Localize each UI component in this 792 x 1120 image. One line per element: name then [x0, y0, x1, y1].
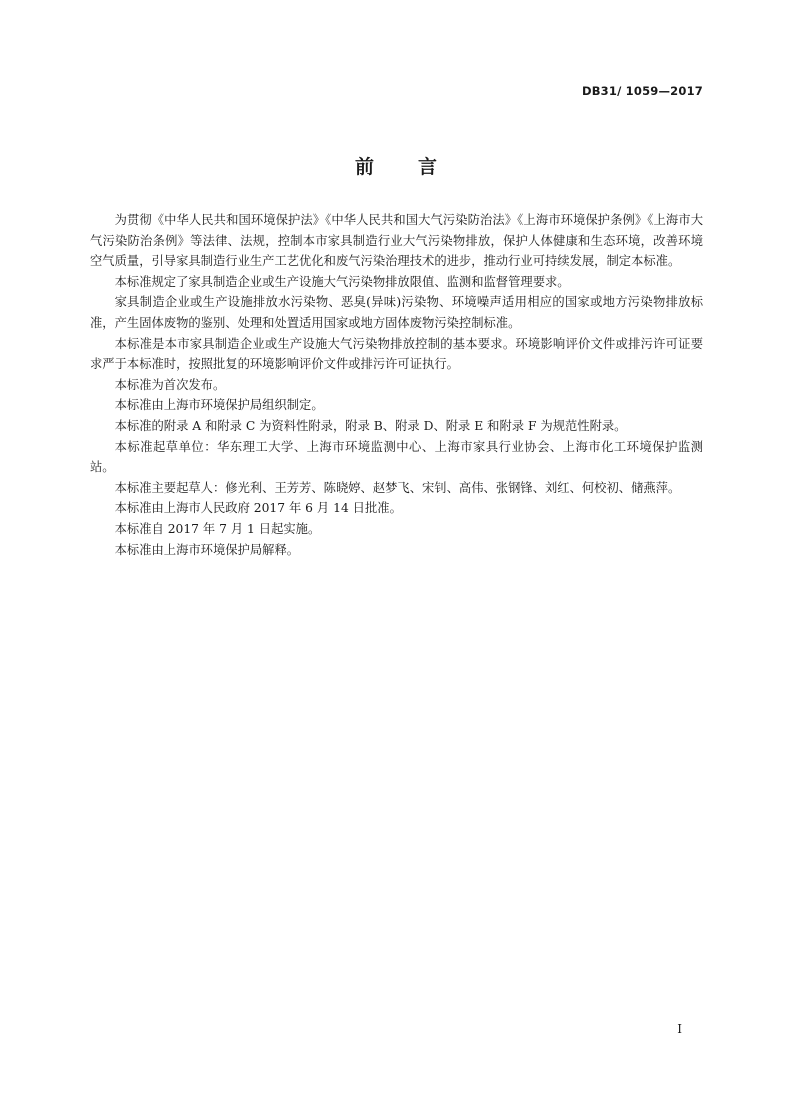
title-char-2: 言 [418, 156, 438, 178]
page-title [0, 152, 792, 179]
title-char-1: 前 [354, 156, 374, 178]
paragraph: 本标准是本市家具制造企业或生产设施大气污染物排放控制的基本要求。环境影响评价文件或排污许可证要求严于本标准时，按照批复的环境影响评价文件或排污许可证执行。 [90, 336, 703, 372]
paragraph: 本标准规定了家具制造企业或生产设施大气污染物排放限值、监测和监督管理要求。 [114, 274, 570, 289]
paragraph: 本标准起草单位：华东理工大学、上海市环境监测中心、上海市家具行业协会、上海市化工环境保护监测站。 [90, 439, 703, 475]
foreword-body [90, 210, 703, 560]
paragraph: 本标准由上海市人民政府 2017 年 6 月 14 日批准。 [114, 501, 402, 516]
paragraph: 本标准自 2017 年 7 月 1 日起实施。 [114, 521, 321, 536]
paragraph: 本标准为首次发布。 [114, 377, 226, 392]
page-number: I [677, 1022, 682, 1036]
paragraph: 本标准主要起草人：修光利、王芳芳、陈晓婷、赵梦飞、宋钊、高伟、张钢锋、刘红、何校初、储燕萍。 [114, 480, 681, 495]
paragraph: 本标准由上海市环境保护局组织制定。 [114, 398, 324, 413]
paragraph: 为贯彻《中华人民共和国环境保护法》《中华人民共和国大气污染防治法》《上海市环境保护条例》《上海市大气污染防治条例》等法律、法规，控制本市家具制造行业大气污染物排放，保护人体健康和生态环境，改善环境空气质量，引导家具制造行业生产工艺优化和废气污染治理技术的进步，推动行业可持续发展，制定本标准。 [90, 213, 703, 269]
paragraph: 本标准的附录 A 和附录 C 为资料性附录，附录 B、附录 D、附录 E 和附录 F 为规范性附录。 [114, 418, 627, 433]
paragraph: 家具制造企业或生产设施排放水污染物、恶臭(异味)污染物、环境噪声适用相应的国家或地方污染物排放标准，产生固体废物的鉴别、处理和处置适用国家或地方固体废物污染控制标准。 [90, 295, 703, 330]
paragraph: 本标准由上海市环境保护局解释。 [114, 542, 300, 557]
standard-code: DB31/ 1059—2017 [581, 84, 703, 98]
